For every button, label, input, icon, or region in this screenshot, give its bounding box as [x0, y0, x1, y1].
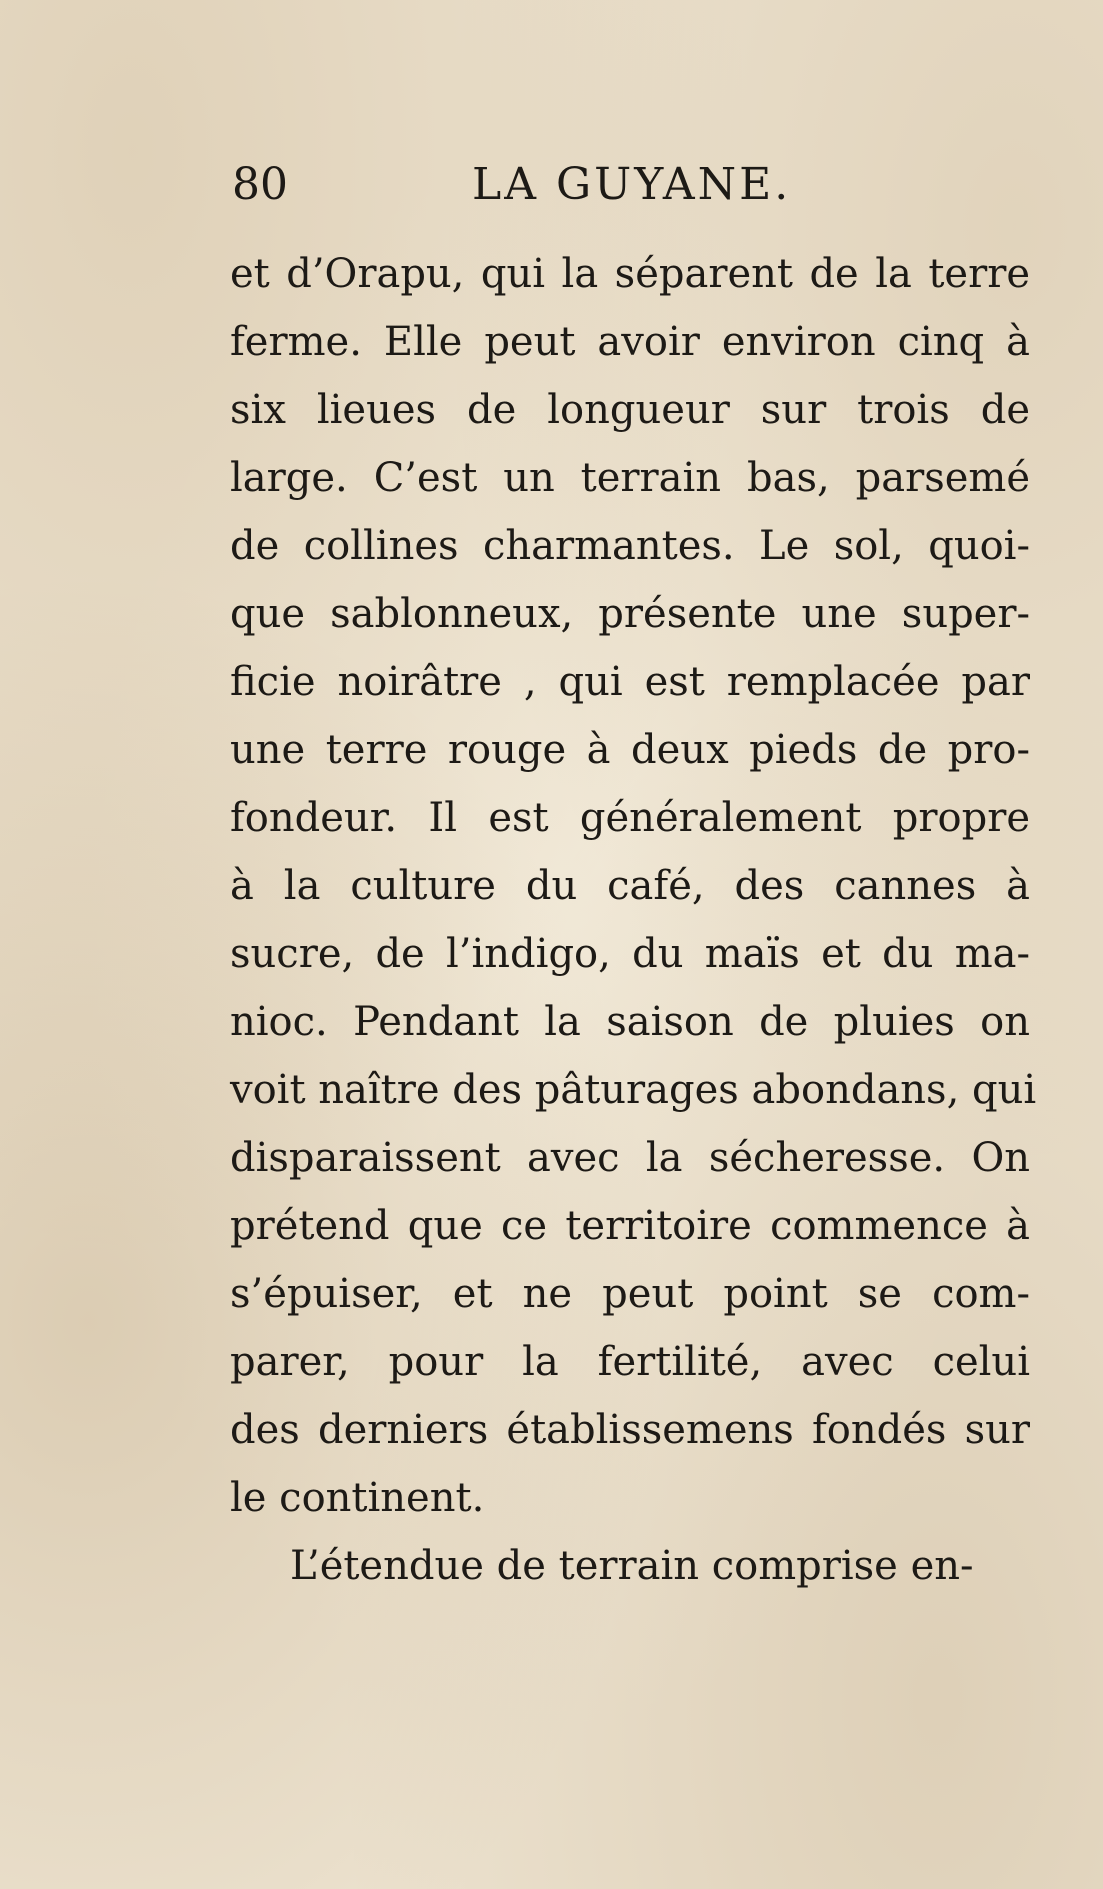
text-line: sucre, de l’indigo, du maïs et du ma- [230, 931, 1030, 977]
text-line: s’épuiser, et ne peut point se com- [230, 1271, 1030, 1317]
text-line: des derniers établissemens fondés sur [230, 1407, 1030, 1453]
text-line: L’étendue de terrain comprise en- [290, 1543, 974, 1589]
text-line: et d’Orapu, qui la séparent de la terre [230, 251, 1030, 297]
text-line: fondeur. Il est généralement propre [230, 795, 1030, 841]
page-number: 80 [232, 159, 288, 210]
text-line: de collines charmantes. Le sol, quoi- [230, 523, 1030, 569]
text-line: que sablonneux, présente une super- [230, 591, 1030, 637]
text-line: à la culture du café, des cannes à [230, 863, 1030, 909]
body-text [230, 240, 1037, 1600]
text-line: une terre rouge à deux pieds de pro- [230, 727, 1030, 773]
page-header [232, 150, 1032, 220]
text-line: ferme. Elle peut avoir environ cinq à [230, 319, 1030, 365]
text-line: ficie noirâtre , qui est remplacée par [230, 659, 1030, 705]
running-title: LA GUYANE. [472, 159, 792, 210]
text-line: prétend que ce territoire commence à [230, 1203, 1030, 1249]
text-line: le continent. [230, 1475, 485, 1521]
text-line: parer, pour la fertilité, avec celui [230, 1339, 1030, 1385]
text-line: disparaissent avec la sécheresse. On [230, 1135, 1030, 1181]
text-line: nioc. Pendant la saison de pluies on [230, 999, 1030, 1045]
text-line: voit naître des pâturages abondans, qui [230, 1067, 1037, 1113]
text-line: large. C’est un terrain bas, parsemé [230, 455, 1030, 501]
text-line: six lieues de longueur sur trois de [230, 387, 1030, 433]
